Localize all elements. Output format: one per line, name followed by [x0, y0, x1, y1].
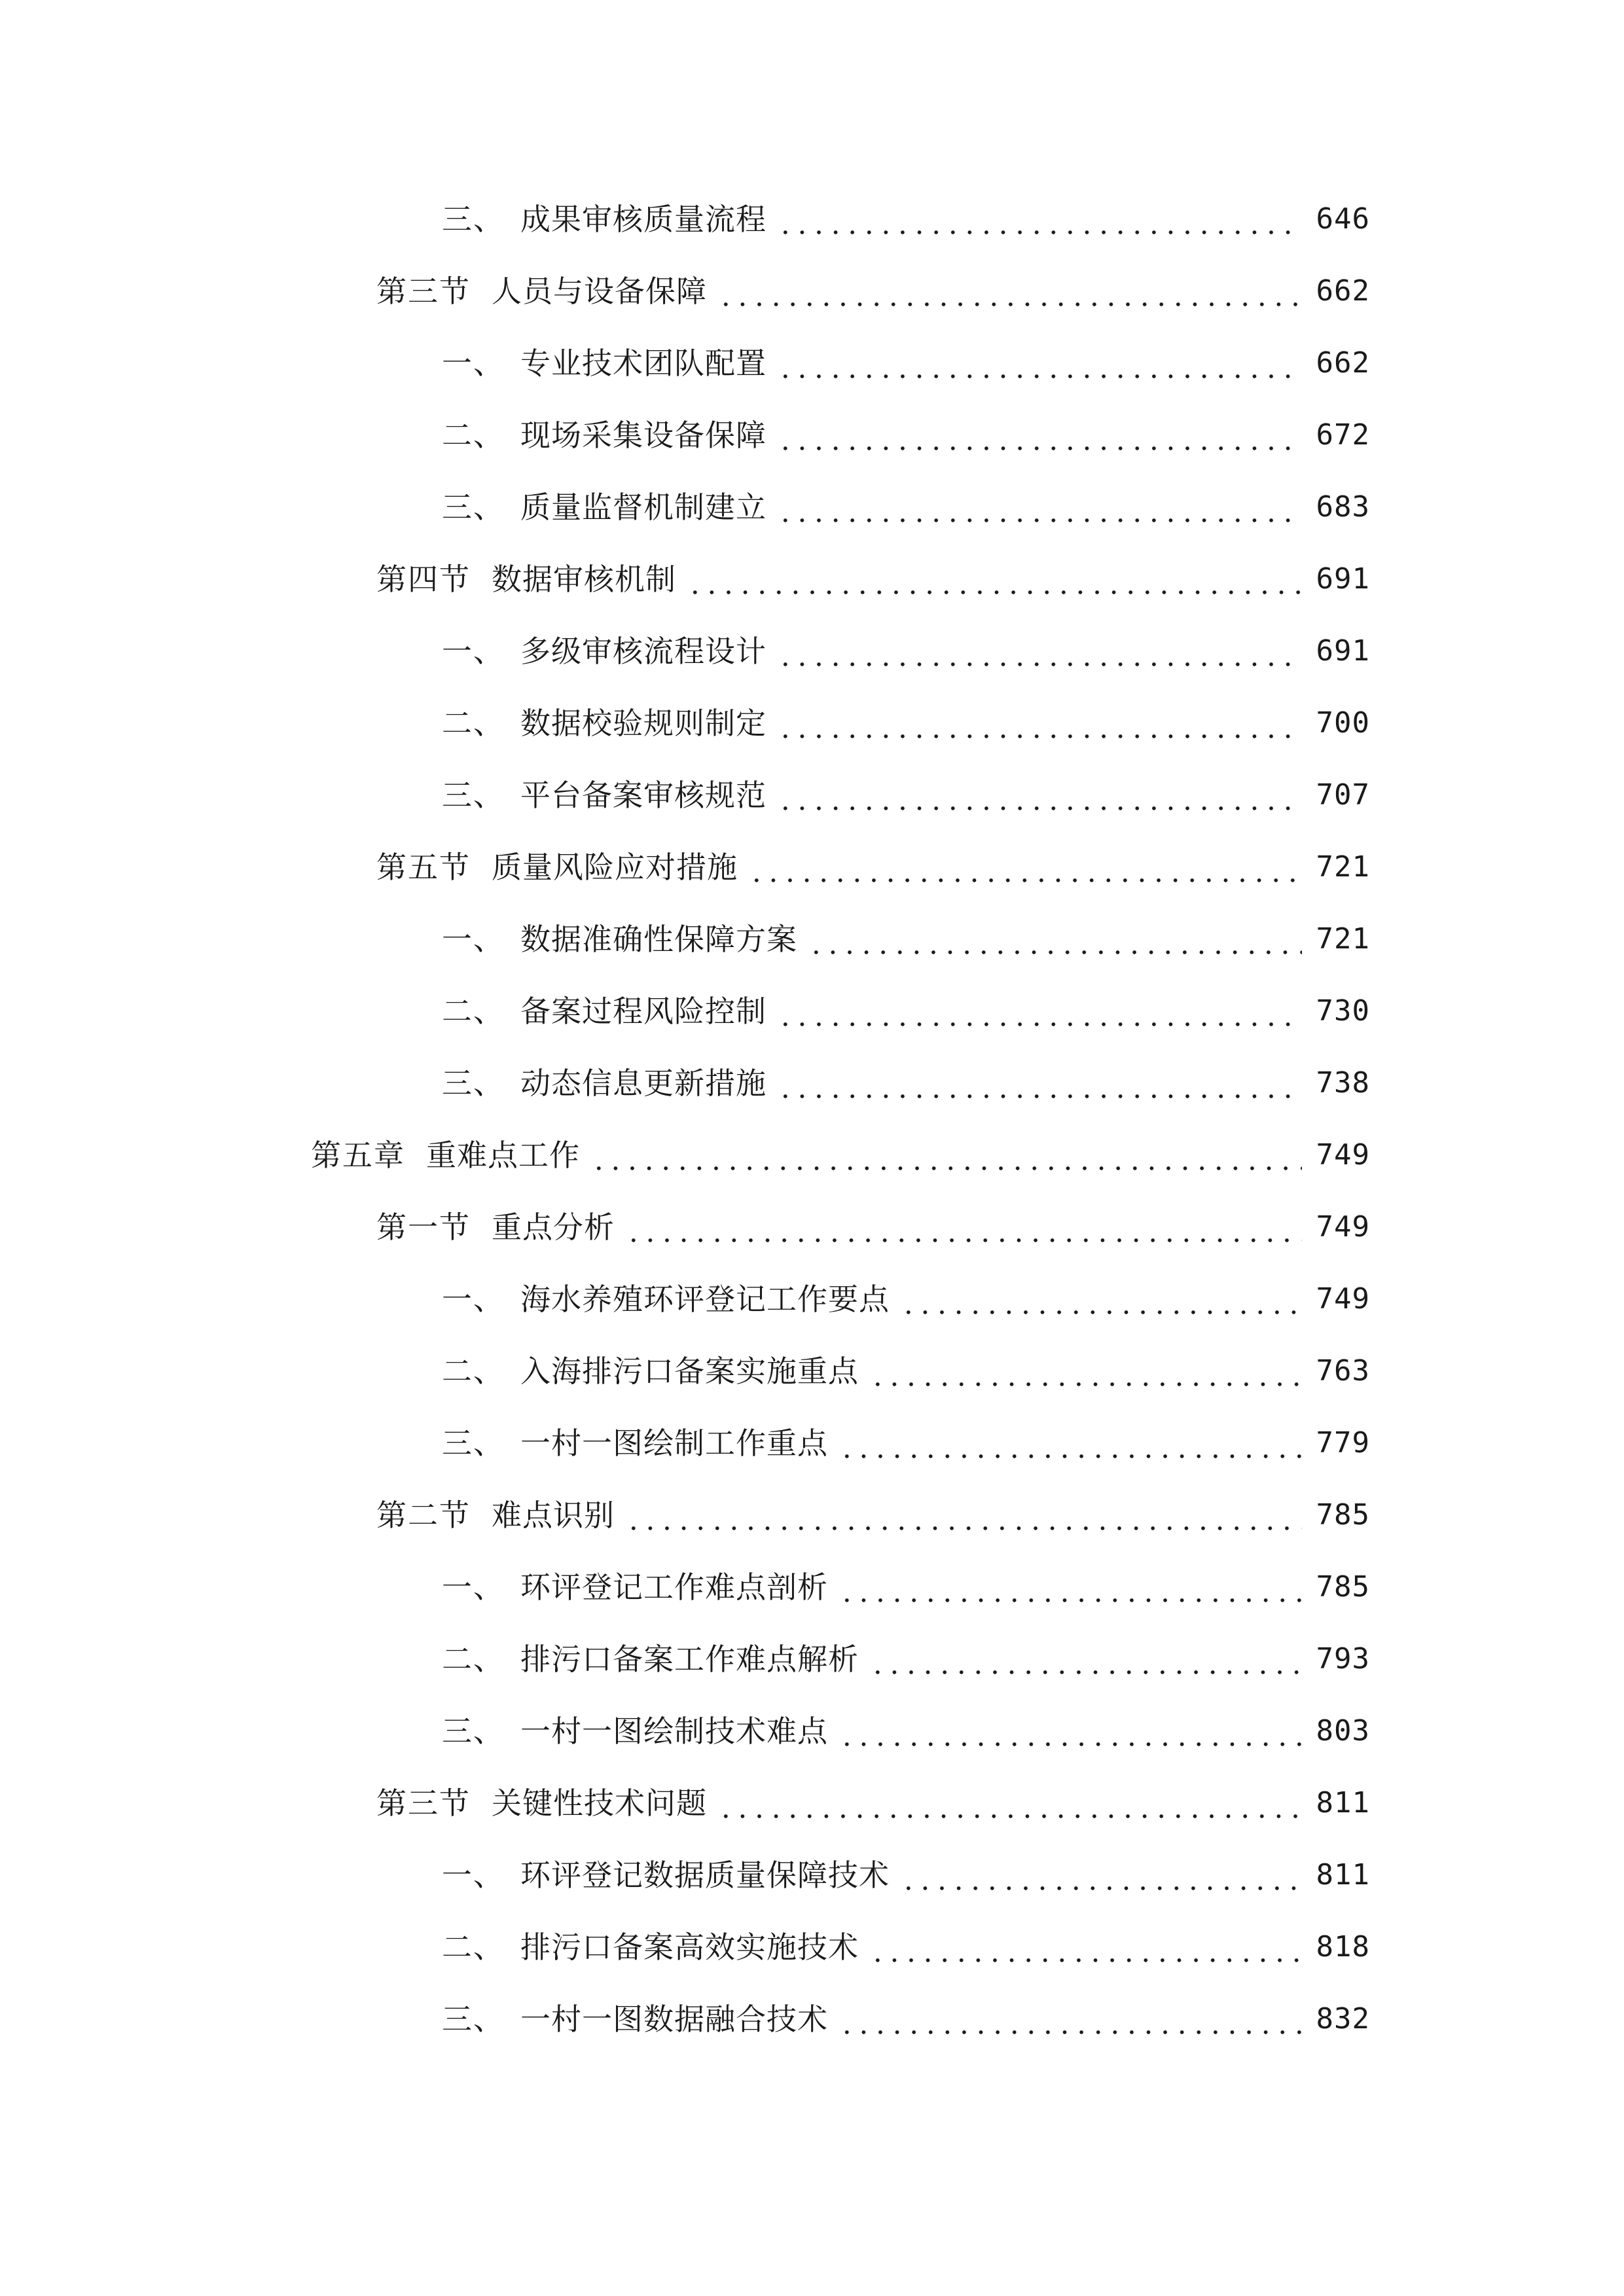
toc-entry[interactable]: [442, 480, 1370, 535]
toc-entry-title: 成果审核质量流程: [520, 202, 767, 237]
toc-entry-number: 一、: [442, 922, 505, 957]
toc-entry-number: 二、: [442, 1641, 505, 1677]
toc-entry-title: 一村一图数据融合技术: [520, 2001, 828, 2037]
toc-page-number: 738: [1316, 1066, 1370, 1100]
toc-page-number: 749: [1316, 1138, 1370, 1172]
toc-entry[interactable]: [376, 1488, 1370, 1543]
toc-entry-number: 二、: [442, 994, 505, 1029]
toc-dot-leader: [717, 276, 1302, 306]
toc-entry[interactable]: [442, 1344, 1370, 1399]
toc-page-number: 749: [1316, 1210, 1370, 1244]
toc-entry[interactable]: [442, 336, 1370, 391]
toc-page-number: 785: [1316, 1498, 1370, 1532]
toc-page-number: 691: [1316, 562, 1370, 596]
toc-entry-title: 多级审核流程设计: [520, 634, 767, 669]
toc-entry-title: 动态信息更新措施: [520, 1066, 767, 1101]
toc-dot-leader: [900, 1860, 1302, 1890]
toc-entry[interactable]: [311, 1128, 1370, 1183]
toc-entry[interactable]: [442, 768, 1370, 823]
toc-entry[interactable]: [442, 1848, 1370, 1903]
toc-entry-number: 一、: [442, 634, 505, 669]
toc-entry[interactable]: [442, 1704, 1370, 1759]
toc-dot-leader: [777, 636, 1302, 666]
toc-entry-number: 一、: [442, 1570, 505, 1605]
toc-entry-title: 一村一图绘制工作重点: [520, 1426, 828, 1461]
toc-dot-leader: [717, 1788, 1302, 1818]
toc-entry-title: 专业技术团队配置: [520, 346, 767, 381]
toc-dot-leader: [869, 1356, 1302, 1386]
toc-entry-number: 第一节: [376, 1210, 471, 1245]
toc-entry-number: 二、: [442, 1354, 505, 1389]
toc-page-number: 785: [1316, 1570, 1370, 1604]
toc-dot-leader: [777, 492, 1302, 522]
toc-entry-number: 第三节: [376, 274, 471, 309]
toc-entry[interactable]: [442, 912, 1370, 967]
toc-entry-number: 一、: [442, 346, 505, 381]
toc-page-number: 818: [1316, 1930, 1370, 1964]
toc-entry-title: 质量监督机制建立: [520, 490, 767, 525]
toc-entry-number: 三、: [442, 1426, 505, 1461]
toc-entry-number: 一、: [442, 1857, 505, 1893]
toc-entry[interactable]: [442, 1632, 1370, 1687]
toc-page-number: 811: [1316, 1858, 1370, 1892]
toc-dot-leader: [777, 204, 1302, 234]
toc-entry-title: 人员与设备保障: [492, 274, 707, 309]
toc-entry-number: 三、: [442, 202, 505, 237]
toc-page-number: 721: [1316, 922, 1370, 956]
toc-entry-title: 平台备案审核规范: [520, 778, 767, 813]
toc-dot-leader: [625, 1212, 1302, 1242]
toc-page-number: 707: [1316, 778, 1370, 812]
toc-entry[interactable]: [376, 1776, 1370, 1831]
toc-entry-number: 三、: [442, 1066, 505, 1101]
toc-entry[interactable]: [376, 264, 1370, 319]
toc-entry-title: 入海排污口备案实施重点: [520, 1354, 859, 1389]
toc-page-number: 779: [1316, 1426, 1370, 1460]
toc-entry[interactable]: [442, 1920, 1370, 1975]
toc-entry-number: 第五节: [376, 850, 471, 885]
toc-entry-title: 现场采集设备保障: [520, 418, 767, 453]
toc-dot-leader: [590, 1140, 1302, 1170]
toc-dot-leader: [748, 852, 1302, 882]
toc-entry-title: 关键性技术问题: [492, 1785, 707, 1821]
toc-dot-leader: [777, 996, 1302, 1026]
toc-entry[interactable]: [442, 984, 1370, 1039]
toc-dot-leader: [869, 1932, 1302, 1962]
toc-entry[interactable]: [376, 552, 1370, 607]
toc-entry-number: 第三节: [376, 1785, 471, 1821]
toc-entry-number: 第二节: [376, 1498, 471, 1533]
toc-entry-title: 海水养殖环评登记工作要点: [520, 1282, 890, 1317]
toc-entry[interactable]: [442, 1056, 1370, 1111]
toc-entry-title: 数据审核机制: [492, 562, 676, 597]
toc-dot-leader: [869, 1644, 1302, 1674]
toc-dot-leader: [839, 1716, 1302, 1746]
toc-dot-leader: [900, 1284, 1302, 1314]
toc-entry[interactable]: [442, 1272, 1370, 1327]
toc-entry-number: 第五章: [311, 1138, 405, 1173]
toc-entry-title: 数据校验规则制定: [520, 706, 767, 741]
toc-dot-leader: [777, 1068, 1302, 1098]
toc-entry-title: 一村一图绘制技术难点: [520, 1713, 828, 1749]
toc-entry[interactable]: [442, 1416, 1370, 1471]
toc-dot-leader: [839, 2004, 1302, 2034]
toc-dot-leader: [777, 348, 1302, 378]
toc-entry-title: 重点分析: [492, 1210, 615, 1245]
toc-entry-number: 三、: [442, 490, 505, 525]
toc-entry[interactable]: [376, 840, 1370, 895]
toc-page-number: 700: [1316, 706, 1370, 740]
toc-page-number: 691: [1316, 634, 1370, 668]
toc-page-number: 730: [1316, 994, 1370, 1028]
toc-entry-title: 难点识别: [492, 1498, 615, 1533]
toc-page-number: 646: [1316, 202, 1370, 236]
toc-entry-title: 数据准确性保障方案: [520, 922, 797, 957]
toc-entry-title: 重难点工作: [426, 1138, 580, 1173]
toc-entry-number: 第四节: [376, 562, 471, 597]
toc-entry-title: 质量风险应对措施: [492, 850, 738, 885]
toc-dot-leader: [808, 924, 1302, 954]
toc-entry[interactable]: [442, 192, 1370, 247]
toc-dot-leader: [625, 1500, 1302, 1530]
toc-page-number: 832: [1316, 2002, 1370, 2036]
toc-entry[interactable]: [442, 408, 1370, 463]
toc-page-number: 683: [1316, 490, 1370, 524]
toc-entry-title: 备案过程风险控制: [520, 994, 767, 1029]
toc-entry-title: 排污口备案高效实施技术: [520, 1929, 859, 1965]
toc-entry-number: 三、: [442, 778, 505, 813]
toc-dot-leader: [777, 420, 1302, 450]
toc-entry[interactable]: [442, 1560, 1370, 1615]
toc-page-number: 662: [1316, 346, 1370, 380]
toc-entry[interactable]: [442, 1992, 1370, 2047]
toc-dot-leader: [687, 564, 1302, 594]
toc-page-number: 811: [1316, 1786, 1370, 1820]
toc-entry-title: 环评登记数据质量保障技术: [520, 1857, 890, 1893]
toc-entry[interactable]: [376, 1200, 1370, 1255]
toc-page-number: 793: [1316, 1642, 1370, 1676]
toc-page-number: 749: [1316, 1282, 1370, 1316]
toc-dot-leader: [777, 708, 1302, 738]
toc-page-number: 672: [1316, 418, 1370, 452]
toc-dot-leader: [839, 1572, 1302, 1602]
toc-page-number: 803: [1316, 1714, 1370, 1748]
toc-entry-number: 三、: [442, 2001, 505, 2037]
toc-page-number: 721: [1316, 850, 1370, 884]
toc-dot-leader: [839, 1428, 1302, 1458]
toc-entry-number: 二、: [442, 418, 505, 453]
toc-entry-number: 二、: [442, 706, 505, 741]
toc-entry-title: 环评登记工作难点剖析: [520, 1570, 828, 1605]
toc-entry-number: 二、: [442, 1929, 505, 1965]
toc-entry[interactable]: [442, 696, 1370, 751]
toc-dot-leader: [777, 780, 1302, 810]
toc-entry[interactable]: [442, 624, 1370, 679]
toc-page-number: 662: [1316, 274, 1370, 308]
toc-page-number: 763: [1316, 1354, 1370, 1388]
toc-entry-title: 排污口备案工作难点解析: [520, 1641, 859, 1677]
toc-entry-number: 三、: [442, 1713, 505, 1749]
toc-entry-number: 一、: [442, 1282, 505, 1317]
